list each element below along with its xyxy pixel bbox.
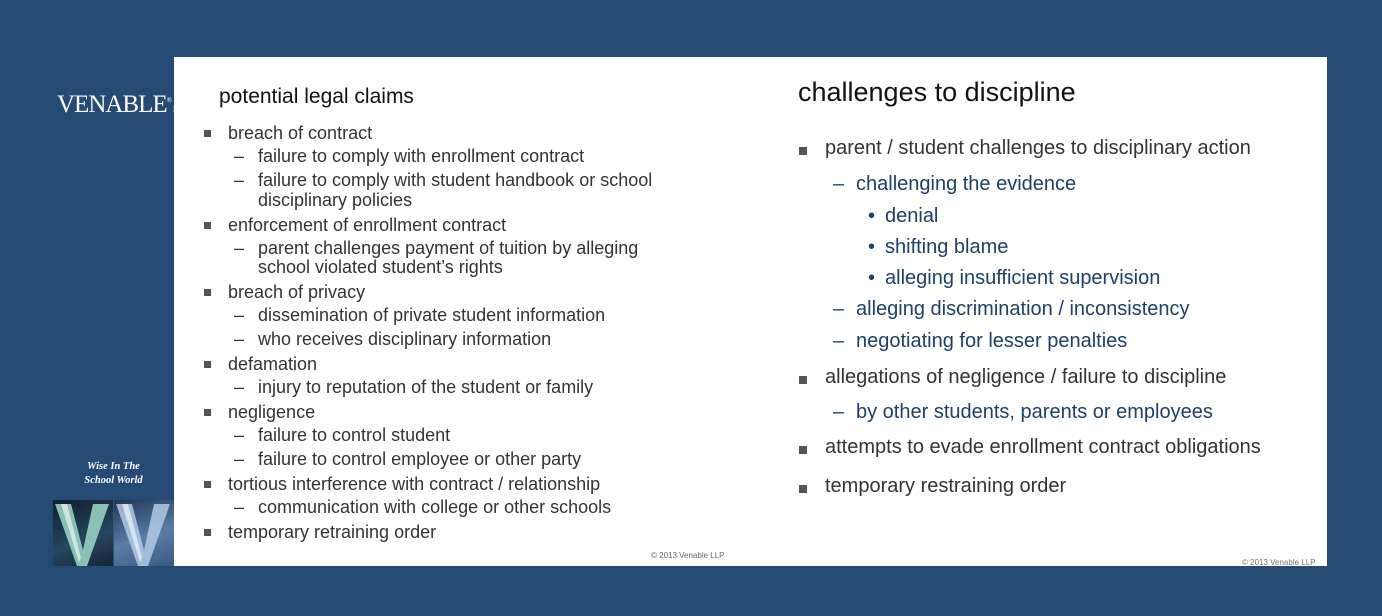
bullet-text: negligence	[228, 402, 316, 422]
bullet-text: defamation	[228, 354, 318, 374]
bullet-item	[201, 121, 652, 213]
sub-bullet-item	[201, 304, 652, 328]
bullet-item	[201, 280, 652, 352]
bullet-item	[796, 366, 1226, 389]
bullet-text: negotiating for lesser penalties	[856, 330, 1128, 352]
v-letter-icon	[114, 500, 174, 566]
sub-bullet-list	[201, 237, 652, 281]
logo-text: VENABLE	[57, 91, 167, 118]
bullet-text: denial	[885, 205, 939, 227]
bullet-text: breach of contract	[228, 123, 373, 143]
sub-bullet-item	[201, 237, 652, 281]
sub-bullet-item	[201, 376, 652, 400]
sub-bullet-item	[201, 145, 652, 169]
vv-monogram-image	[53, 500, 174, 566]
bullet-item	[796, 137, 1251, 160]
sub-bullet-item	[796, 401, 1213, 424]
bullet-text: by other students, parents or employees	[856, 401, 1213, 423]
dash-icon: –	[234, 170, 245, 190]
right-slide-title: challenges to discipline	[798, 77, 1076, 107]
bullet-text: temporary retraining order	[228, 522, 437, 542]
dot-icon: •	[868, 267, 876, 289]
sub-bullet-line: injury to reputation of the student or family	[258, 377, 594, 397]
tagline-line-2: School World	[84, 475, 143, 486]
bullet-text: allegations of negligence / failure to discipline	[825, 366, 1227, 388]
brand-sidebar	[53, 57, 188, 566]
sub-bullet-line: disciplinary policies	[258, 189, 413, 210]
dash-icon: –	[833, 298, 845, 320]
left-slide-title: potential legal claims	[219, 85, 414, 108]
bullet-text: temporary restraining order	[825, 475, 1067, 497]
bullet-text: shifting blame	[885, 236, 1009, 258]
bullet-item	[796, 436, 1261, 459]
sub-bullet-line: school violated student’s rights	[258, 257, 503, 277]
v-letter-icon	[53, 500, 113, 566]
sub-bullet-item	[796, 173, 1076, 196]
dash-icon: –	[234, 449, 245, 469]
sub-bullet-item	[201, 424, 652, 448]
sub-bullet-line: dissemination of private student information	[258, 305, 606, 325]
sub-bullet-item	[796, 205, 938, 228]
slides-canvas	[53, 57, 1327, 566]
dash-icon: –	[234, 329, 245, 349]
left-bullet-list	[201, 121, 652, 544]
sub-bullet-item	[201, 448, 652, 472]
bullet-item	[796, 475, 1066, 498]
sub-bullet-item	[201, 496, 652, 520]
dash-icon: –	[234, 146, 245, 166]
sub-bullet-line: communication with college or other schools	[258, 497, 612, 517]
dot-icon: •	[868, 236, 876, 258]
right-copyright: © 2013 Venable LLP	[1242, 558, 1316, 566]
bullet-item	[201, 213, 652, 281]
bullet-text: alleging discrimination / inconsistency	[856, 298, 1190, 320]
sub-bullet-item	[201, 169, 652, 213]
sub-bullet-list	[201, 304, 652, 352]
sub-bullet-line: who receives disciplinary information	[258, 329, 552, 349]
dash-icon: –	[234, 425, 245, 445]
sub-bullet-list	[201, 376, 652, 400]
sub-bullet-line: parent challenges payment of tuition by alleging	[258, 237, 639, 258]
left-copyright: © 2013 Venable LLP	[651, 551, 725, 560]
bullet-text: alleging insufficient supervision	[885, 267, 1161, 289]
sub-bullet-line: failure to control student	[258, 425, 451, 445]
venable-logo	[57, 91, 187, 119]
sub-bullet-line: failure to comply with enrollment contract	[258, 146, 585, 166]
sub-bullet-item	[201, 328, 652, 352]
sub-bullet-line: failure to comply with student handbook or school	[258, 170, 653, 190]
bullet-text: breach of privacy	[228, 282, 366, 302]
bullet-item	[201, 520, 652, 544]
sub-bullet-list	[201, 496, 652, 520]
sub-bullet-item	[796, 298, 1190, 321]
sub-bullet-item	[796, 330, 1127, 353]
sub-bullet-item	[796, 267, 1160, 290]
bullet-text: tortious interference with contract / relationship	[228, 474, 601, 494]
logo-registered-mark: ®	[166, 96, 172, 105]
dot-icon: •	[868, 205, 876, 227]
sub-bullet-list	[201, 145, 652, 213]
dash-icon: –	[234, 377, 245, 397]
sub-bullet-line: failure to control employee or other party	[258, 449, 582, 469]
sub-bullet-list	[201, 424, 652, 472]
bullet-text: challenging the evidence	[856, 173, 1077, 195]
bullet-item	[201, 472, 652, 520]
logo-llp: LLP	[172, 105, 188, 114]
dash-icon: –	[833, 401, 845, 423]
dash-icon: –	[833, 330, 845, 352]
dash-icon: –	[234, 305, 245, 325]
dash-icon: –	[234, 237, 245, 258]
bullet-text: attempts to evade enrollment contract obligations	[825, 436, 1261, 458]
sub-bullet-item	[796, 236, 1008, 259]
bullet-text: enforcement of enrollment contract	[228, 214, 507, 235]
dash-icon: –	[833, 173, 845, 195]
dash-icon: –	[234, 497, 245, 517]
bullet-text: parent / student challenges to disciplinary action	[825, 137, 1251, 159]
brand-tagline	[53, 460, 174, 488]
bullet-item	[201, 352, 652, 400]
tagline-line-1: Wise In The	[87, 461, 140, 472]
bullet-item	[201, 400, 652, 472]
